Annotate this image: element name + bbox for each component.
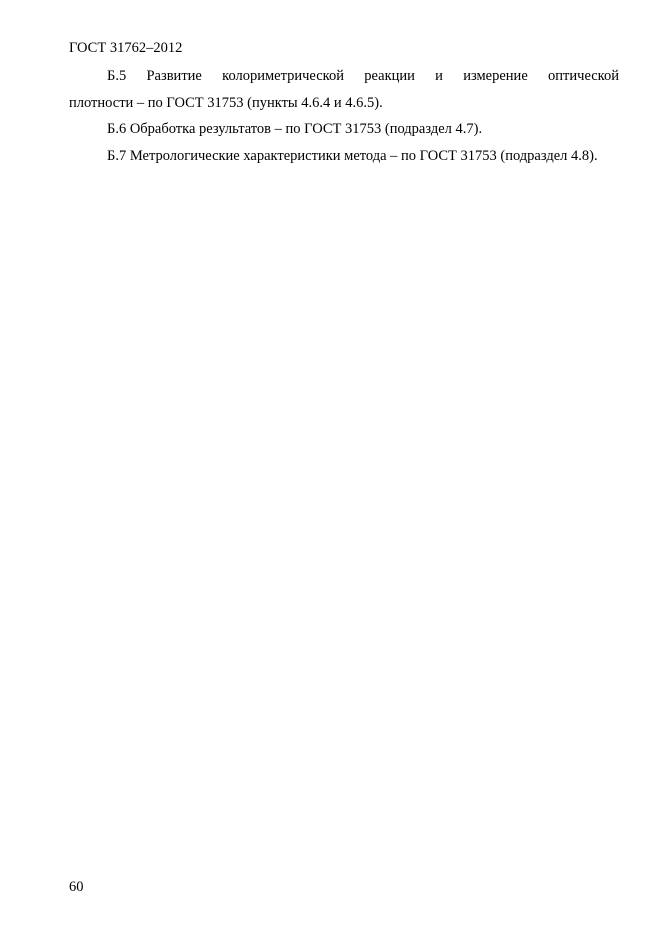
paragraph-b5 (69, 63, 619, 116)
paragraph-b5-line1: Б.5 Развитие колориметрической реакции и измерение оптической (107, 68, 619, 84)
paragraph-b6: Б.6 Обработка результатов – по ГОСТ 31753 (подраздел 4.7). (107, 121, 483, 137)
page-number: 60 (69, 879, 84, 895)
paragraph-b5-line2: плотности – по ГОСТ 31753 (пункты 4.6.4 и 4.6.5). (69, 94, 383, 111)
document-header: ГОСТ 31762–2012 (69, 40, 183, 56)
document-body (69, 63, 619, 169)
paragraph-b7: Б.7 Метрологические характеристики метода – по ГОСТ 31753 (подраздел 4.8). (107, 147, 598, 164)
